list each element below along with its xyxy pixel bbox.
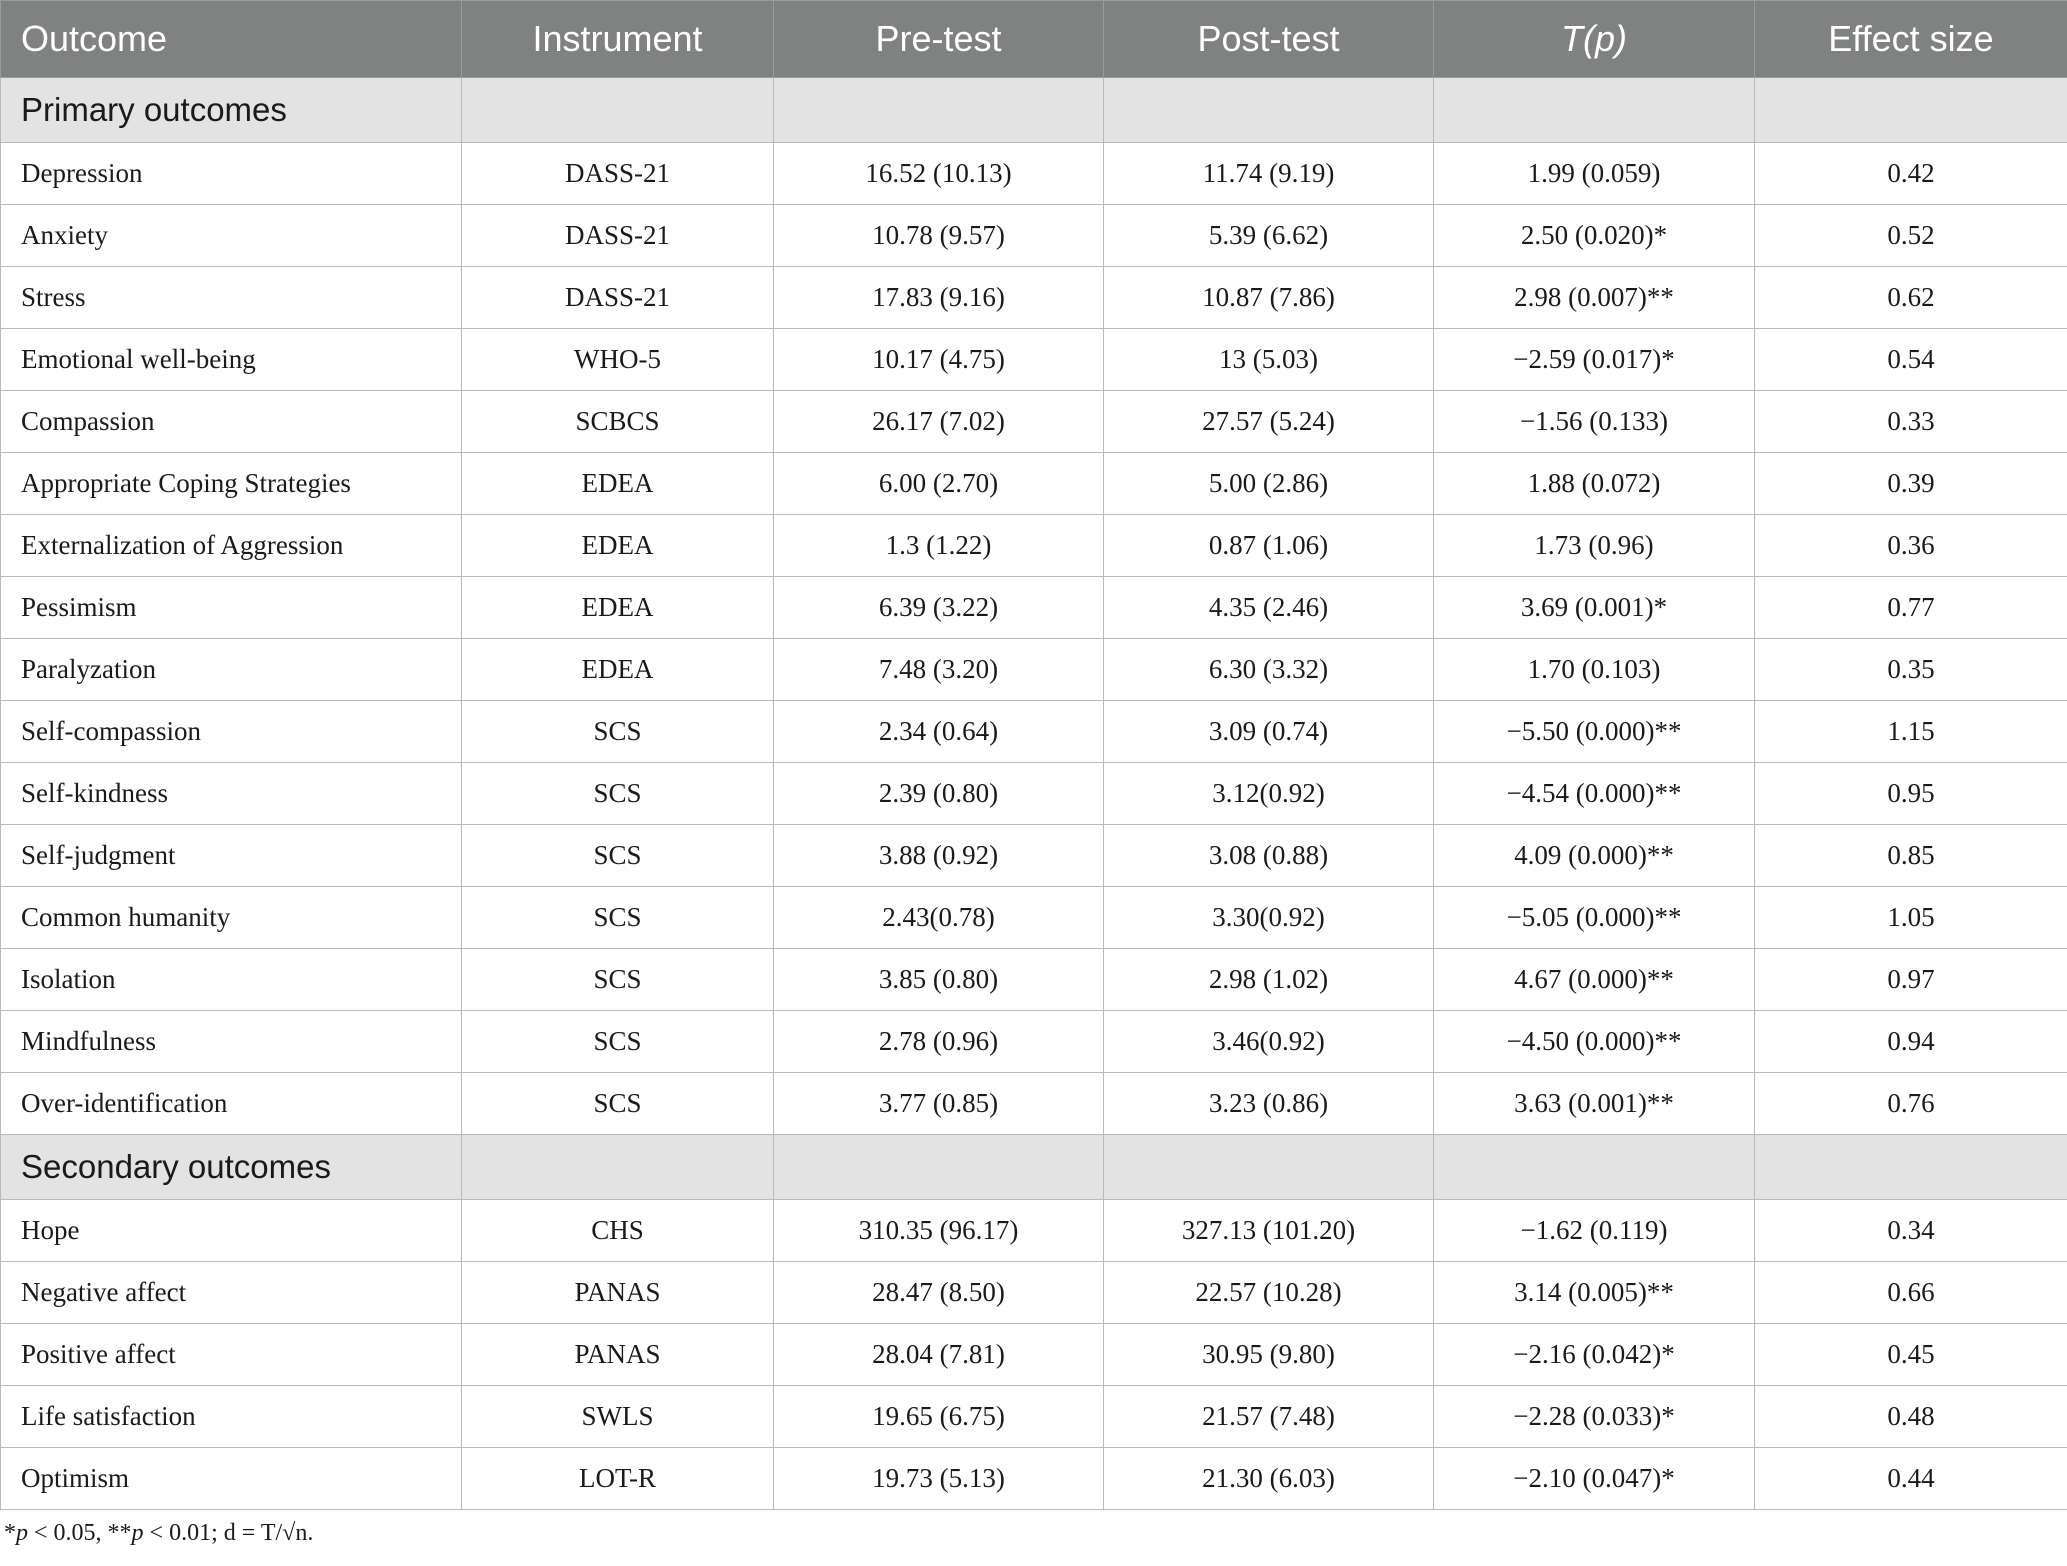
cell-post-test: 6.30 (3.32) [1104, 639, 1434, 701]
table-row [1, 1073, 2067, 1135]
cell-pre-test: 3.88 (0.92) [774, 825, 1104, 887]
section-title: Primary outcomes [1, 78, 462, 143]
cell-outcome: Isolation [1, 949, 462, 1011]
cell-outcome: Negative affect [1, 1262, 462, 1324]
cell-outcome: Stress [1, 267, 462, 329]
table-header-row [1, 1, 2067, 78]
cell-effect-size: 0.34 [1755, 1200, 2067, 1262]
cell-outcome: Pessimism [1, 577, 462, 639]
cell-effect-size: 0.97 [1755, 949, 2067, 1011]
table-row [1, 143, 2067, 205]
cell-t-p: 4.67 (0.000)** [1434, 949, 1755, 1011]
cell-outcome: Mindfulness [1, 1011, 462, 1073]
cell-t-p: 1.88 (0.072) [1434, 453, 1755, 515]
cell-post-test: 327.13 (101.20) [1104, 1200, 1434, 1262]
cell-t-p: 2.98 (0.007)** [1434, 267, 1755, 329]
cell-effect-size: 0.48 [1755, 1386, 2067, 1448]
cell-post-test: 3.30(0.92) [1104, 887, 1434, 949]
cell-effect-size: 0.85 [1755, 825, 2067, 887]
cell-pre-test: 2.78 (0.96) [774, 1011, 1104, 1073]
footnote-p-symbol: p [16, 1520, 28, 1546]
cell-t-p: 1.99 (0.059) [1434, 143, 1755, 205]
footnote-star: * [4, 1520, 16, 1546]
cell-pre-test: 10.17 (4.75) [774, 329, 1104, 391]
cell-post-test: 30.95 (9.80) [1104, 1324, 1434, 1386]
cell-effect-size: 0.94 [1755, 1011, 2067, 1073]
cell-instrument: EDEA [462, 515, 774, 577]
cell-pre-test: 3.77 (0.85) [774, 1073, 1104, 1135]
cell-t-p: −4.50 (0.000)** [1434, 1011, 1755, 1073]
cell-pre-test: 19.65 (6.75) [774, 1386, 1104, 1448]
cell-instrument: SCS [462, 825, 774, 887]
cell-post-test: 4.35 (2.46) [1104, 577, 1434, 639]
cell-pre-test: 16.52 (10.13) [774, 143, 1104, 205]
cell-outcome: Externalization of Aggression [1, 515, 462, 577]
cell-pre-test: 2.39 (0.80) [774, 763, 1104, 825]
cell-effect-size: 0.33 [1755, 391, 2067, 453]
table-row [1, 329, 2067, 391]
cell-post-test: 3.12(0.92) [1104, 763, 1434, 825]
table-row [1, 515, 2067, 577]
header-pre-test: Pre-test [774, 1, 1104, 78]
section-empty-cell [1755, 78, 2067, 143]
cell-effect-size: 0.39 [1755, 453, 2067, 515]
cell-instrument: SCS [462, 1073, 774, 1135]
section-empty-cell [1434, 78, 1755, 143]
cell-effect-size: 0.35 [1755, 639, 2067, 701]
cell-pre-test: 28.04 (7.81) [774, 1324, 1104, 1386]
cell-outcome: Anxiety [1, 205, 462, 267]
cell-instrument: SCS [462, 701, 774, 763]
cell-instrument: PANAS [462, 1324, 774, 1386]
cell-pre-test: 6.00 (2.70) [774, 453, 1104, 515]
cell-instrument: DASS-21 [462, 143, 774, 205]
cell-instrument: DASS-21 [462, 267, 774, 329]
cell-pre-test: 1.3 (1.22) [774, 515, 1104, 577]
cell-outcome: Appropriate Coping Strategies [1, 453, 462, 515]
cell-post-test: 21.57 (7.48) [1104, 1386, 1434, 1448]
cell-effect-size: 1.15 [1755, 701, 2067, 763]
cell-post-test: 2.98 (1.02) [1104, 949, 1434, 1011]
cell-post-test: 5.00 (2.86) [1104, 453, 1434, 515]
cell-instrument: EDEA [462, 453, 774, 515]
cell-pre-test: 3.85 (0.80) [774, 949, 1104, 1011]
table-row [1, 267, 2067, 329]
cell-instrument: SWLS [462, 1386, 774, 1448]
cell-post-test: 22.57 (10.28) [1104, 1262, 1434, 1324]
header-post-test: Post-test [1104, 1, 1434, 78]
cell-outcome: Depression [1, 143, 462, 205]
cell-outcome: Positive affect [1, 1324, 462, 1386]
table-row [1, 1448, 2067, 1510]
table-body [1, 78, 2067, 1510]
section-title: Secondary outcomes [1, 1135, 462, 1200]
section-empty-cell [1104, 1135, 1434, 1200]
cell-pre-test: 310.35 (96.17) [774, 1200, 1104, 1262]
cell-effect-size: 0.95 [1755, 763, 2067, 825]
cell-effect-size: 0.36 [1755, 515, 2067, 577]
cell-t-p: −5.05 (0.000)** [1434, 887, 1755, 949]
cell-t-p: 2.50 (0.020)* [1434, 205, 1755, 267]
cell-post-test: 27.57 (5.24) [1104, 391, 1434, 453]
cell-instrument: EDEA [462, 639, 774, 701]
cell-instrument: SCS [462, 887, 774, 949]
table-footnote [4, 1520, 313, 1547]
cell-post-test: 3.09 (0.74) [1104, 701, 1434, 763]
cell-t-p: −1.62 (0.119) [1434, 1200, 1755, 1262]
cell-outcome: Emotional well-being [1, 329, 462, 391]
cell-pre-test: 6.39 (3.22) [774, 577, 1104, 639]
footnote-p-symbol: p [131, 1520, 144, 1546]
table-row [1, 205, 2067, 267]
table-row [1, 639, 2067, 701]
cell-pre-test: 2.43(0.78) [774, 887, 1104, 949]
cell-effect-size: 0.44 [1755, 1448, 2067, 1510]
table-row [1, 701, 2067, 763]
cell-outcome: Optimism [1, 1448, 462, 1510]
cell-effect-size: 0.42 [1755, 143, 2067, 205]
cell-outcome: Self-kindness [1, 763, 462, 825]
header-effect-size: Effect size [1755, 1, 2067, 78]
cell-instrument: DASS-21 [462, 205, 774, 267]
header-t-p: T(p) [1434, 1, 1755, 78]
section-empty-cell [774, 78, 1104, 143]
cell-outcome: Common humanity [1, 887, 462, 949]
cell-t-p: −5.50 (0.000)** [1434, 701, 1755, 763]
footnote-text-2: < 0.01; d = T/√n. [143, 1520, 314, 1546]
cell-outcome: Compassion [1, 391, 462, 453]
cell-instrument: SCS [462, 949, 774, 1011]
cell-post-test: 10.87 (7.86) [1104, 267, 1434, 329]
cell-t-p: 3.69 (0.001)* [1434, 577, 1755, 639]
cell-t-p: −2.16 (0.042)* [1434, 1324, 1755, 1386]
cell-pre-test: 26.17 (7.02) [774, 391, 1104, 453]
cell-outcome: Over-identification [1, 1073, 462, 1135]
cell-outcome: Paralyzation [1, 639, 462, 701]
cell-pre-test: 28.47 (8.50) [774, 1262, 1104, 1324]
cell-t-p: −2.59 (0.017)* [1434, 329, 1755, 391]
table-row [1, 391, 2067, 453]
cell-outcome: Self-judgment [1, 825, 462, 887]
section-empty-cell [462, 78, 774, 143]
cell-effect-size: 0.77 [1755, 577, 2067, 639]
cell-t-p: −4.54 (0.000)** [1434, 763, 1755, 825]
cell-t-p: 1.70 (0.103) [1434, 639, 1755, 701]
cell-t-p: 4.09 (0.000)** [1434, 825, 1755, 887]
table-row [1, 825, 2067, 887]
cell-post-test: 3.08 (0.88) [1104, 825, 1434, 887]
table-row [1, 1200, 2067, 1262]
table-row [1, 1324, 2067, 1386]
cell-t-p: −2.10 (0.047)* [1434, 1448, 1755, 1510]
cell-post-test: 3.46(0.92) [1104, 1011, 1434, 1073]
cell-pre-test: 7.48 (3.20) [774, 639, 1104, 701]
cell-instrument: SCBCS [462, 391, 774, 453]
cell-effect-size: 0.62 [1755, 267, 2067, 329]
cell-instrument: WHO-5 [462, 329, 774, 391]
cell-instrument: PANAS [462, 1262, 774, 1324]
cell-instrument: LOT-R [462, 1448, 774, 1510]
cell-effect-size: 1.05 [1755, 887, 2067, 949]
section-empty-cell [1755, 1135, 2067, 1200]
cell-post-test: 5.39 (6.62) [1104, 205, 1434, 267]
cell-instrument: SCS [462, 1011, 774, 1073]
cell-t-p: 3.63 (0.001)** [1434, 1073, 1755, 1135]
cell-effect-size: 0.66 [1755, 1262, 2067, 1324]
cell-effect-size: 0.52 [1755, 205, 2067, 267]
section-empty-cell [1104, 78, 1434, 143]
cell-post-test: 21.30 (6.03) [1104, 1448, 1434, 1510]
cell-post-test: 3.23 (0.86) [1104, 1073, 1434, 1135]
cell-effect-size: 0.54 [1755, 329, 2067, 391]
table-row [1, 887, 2067, 949]
cell-outcome: Hope [1, 1200, 462, 1262]
cell-effect-size: 0.45 [1755, 1324, 2067, 1386]
table-row [1, 1386, 2067, 1448]
section-header-row [1, 1135, 2067, 1200]
section-header-row [1, 78, 2067, 143]
cell-instrument: CHS [462, 1200, 774, 1262]
cell-outcome: Life satisfaction [1, 1386, 462, 1448]
cell-t-p: −1.56 (0.133) [1434, 391, 1755, 453]
header-instrument: Instrument [462, 1, 774, 78]
cell-pre-test: 17.83 (9.16) [774, 267, 1104, 329]
section-empty-cell [462, 1135, 774, 1200]
cell-t-p: −2.28 (0.033)* [1434, 1386, 1755, 1448]
table-row [1, 763, 2067, 825]
cell-pre-test: 19.73 (5.13) [774, 1448, 1104, 1510]
table-row [1, 453, 2067, 515]
cell-post-test: 0.87 (1.06) [1104, 515, 1434, 577]
table-row [1, 577, 2067, 639]
cell-post-test: 11.74 (9.19) [1104, 143, 1434, 205]
section-empty-cell [1434, 1135, 1755, 1200]
cell-effect-size: 0.76 [1755, 1073, 2067, 1135]
table-row [1, 1011, 2067, 1073]
header-outcome: Outcome [1, 1, 462, 78]
cell-instrument: EDEA [462, 577, 774, 639]
footnote-text-1: < 0.05, ** [28, 1520, 132, 1546]
cell-pre-test: 2.34 (0.64) [774, 701, 1104, 763]
cell-t-p: 3.14 (0.005)** [1434, 1262, 1755, 1324]
section-empty-cell [774, 1135, 1104, 1200]
table-row [1, 1262, 2067, 1324]
cell-instrument: SCS [462, 763, 774, 825]
cell-outcome: Self-compassion [1, 701, 462, 763]
table-row [1, 949, 2067, 1011]
cell-post-test: 13 (5.03) [1104, 329, 1434, 391]
cell-t-p: 1.73 (0.96) [1434, 515, 1755, 577]
cell-pre-test: 10.78 (9.57) [774, 205, 1104, 267]
